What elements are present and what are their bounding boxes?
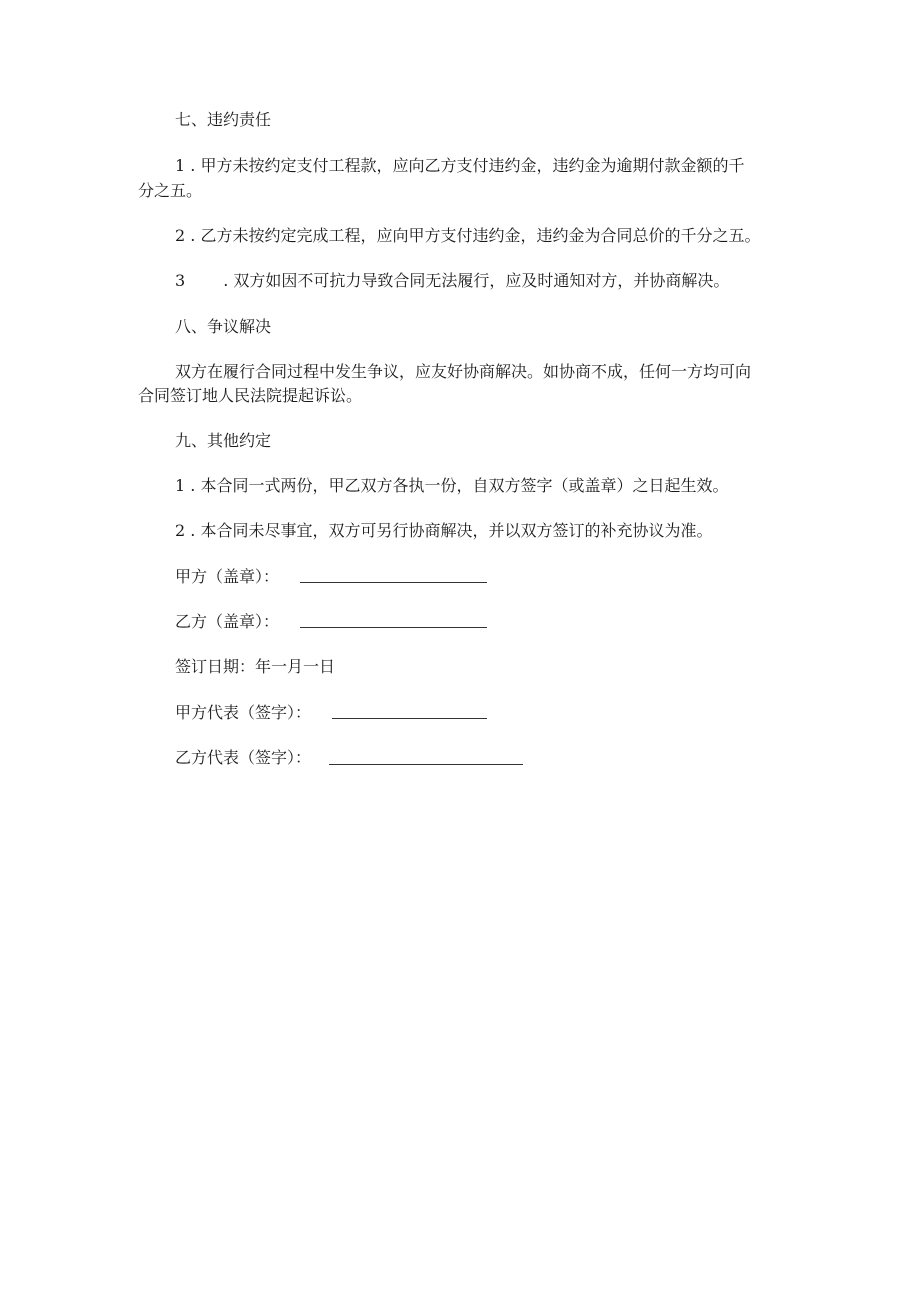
section-8-heading: 八、争议解决 [175,317,272,336]
party-a-seal-label: 甲方（盖章）： [175,567,280,586]
section-7-item-2: 2 . 乙方未按约定完成工程，应向甲方支付违约金，违约金为合同总价的千分之五。 [175,226,761,245]
section-7-item-1-line-2: 分之五。 [138,181,203,200]
sign-date-row [175,656,335,678]
section-9-item-2: 2 . 本合同未尽事宜，双方可另行协商解决，并以双方签订的补充协议为准。 [175,521,713,540]
section-7-heading: 七、违约责任 [175,110,272,129]
section-7-item-3-number: 3 [175,271,186,290]
section-7-item-1-line-1: 1 . 甲方未按约定支付工程款，应向乙方支付违约金，违约金为逾期付款金额的千 [175,156,745,175]
sign-date-label: 签订日期：年一月一日 [175,657,336,676]
party-a-seal-row [175,566,279,588]
party-a-rep-label: 甲方代表（签字）： [175,703,312,722]
party-b-seal-line [300,627,487,628]
section-9-heading: 九、其他约定 [175,431,272,450]
party-b-seal-label: 乙方（盖章）： [175,612,280,631]
section-8-para-line-1: 双方在履行合同过程中发生争议，应友好协商解决。如协商不成，任何一方均可向 [175,362,752,381]
party-b-rep-line [329,764,523,765]
section-7-item-3-text: . 双方如因不可抗力导致合同无法履行，应及时通知对方，并协商解决。 [223,271,730,290]
party-b-rep-label: 乙方代表（签字）： [175,748,312,767]
party-a-seal-line [300,582,487,583]
party-b-rep-row [175,747,311,769]
party-a-rep-line [332,718,487,719]
section-7-item-3 [175,270,729,292]
section-8-para-line-2: 合同签订地人民法院提起诉讼。 [138,386,363,405]
party-a-rep-row [175,702,311,724]
section-9-item-1: 1 . 本合同一式两份，甲乙双方各执一份，自双方签字（或盖章）之日起生效。 [175,476,729,495]
party-b-seal-row [175,611,279,633]
